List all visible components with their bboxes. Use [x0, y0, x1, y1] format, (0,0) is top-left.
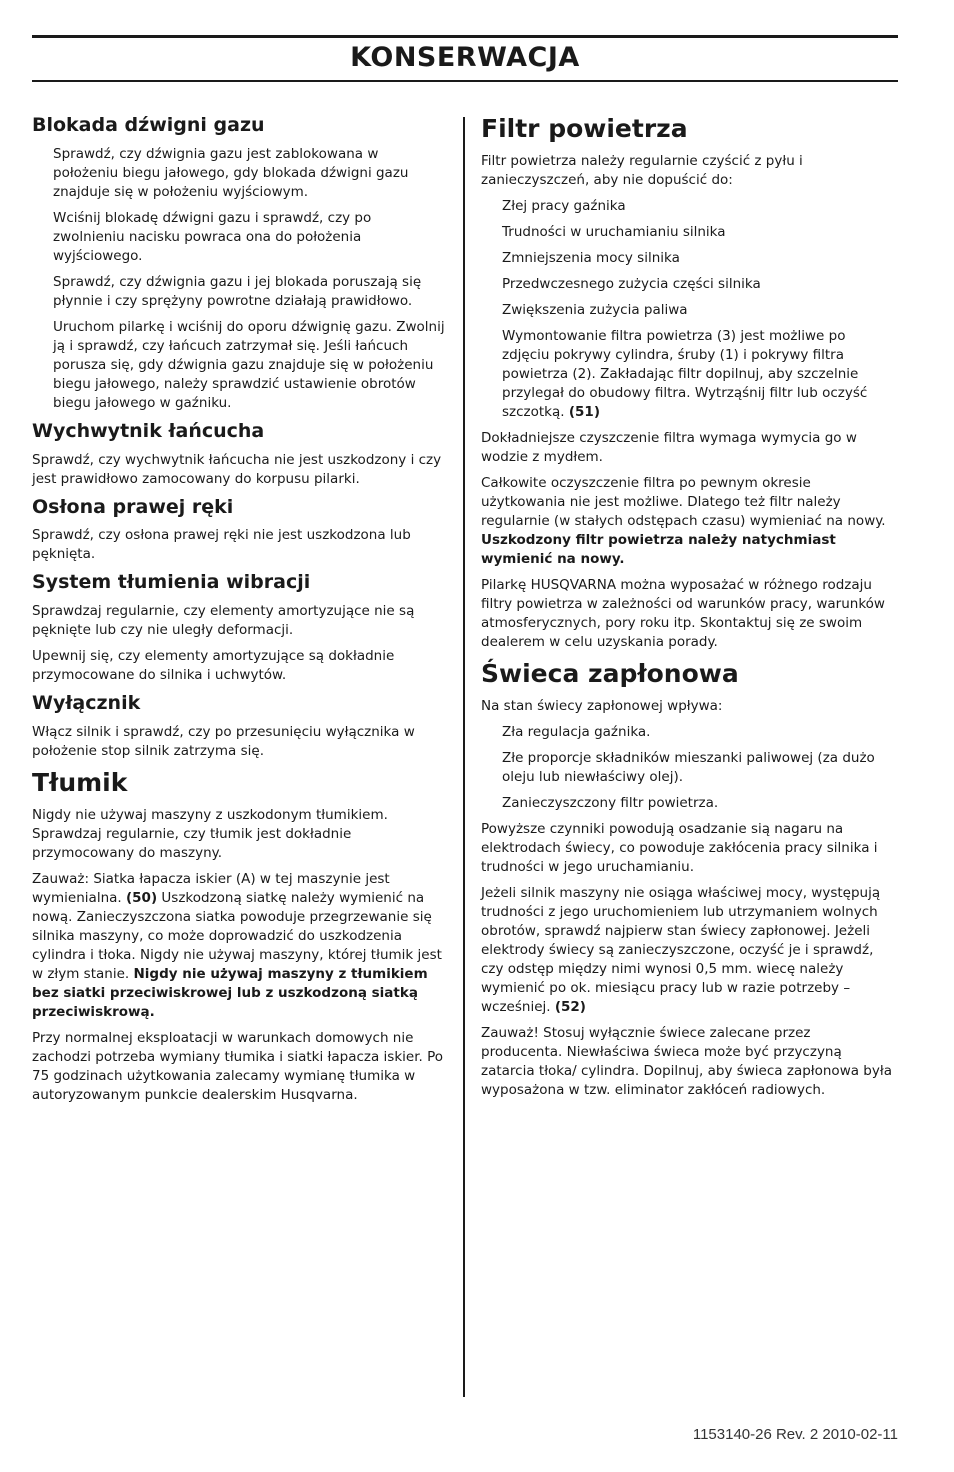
paragraph: Sprawdź, czy osłona prawej ręki nie jest uszkodzona lub pęknięta.: [32, 527, 411, 563]
section-wychwytnik: [32, 420, 446, 489]
section-heading: Wychwytnik łańcucha: [32, 419, 265, 442]
document-id: 1153140-26 Rev. 2 2010-02-11: [692, 1426, 898, 1443]
paragraph: Pilarkę HUSQVARNA można wyposażać w różnego rodzaju filtry powietrza w zależności od warunków pracy, warunków atmosferycznych, pory roku itp. Skontaktuj się ze swoim dealerem w celu uzyskania porady.: [481, 577, 885, 650]
column-divider: [463, 117, 465, 1397]
paragraph: Sprawdź, czy dźwignia gazu i jej blokada poruszają się płynnie i czy sprężyny powrotne działają prawidłowo.: [53, 273, 422, 309]
section-heading: Osłona prawej ręki: [32, 495, 234, 518]
figure-ref: (50): [125, 889, 158, 906]
section-heading: Wyłącznik: [32, 692, 141, 715]
text-span: Jeżeli silnik maszyny nie osiąga właściwej mocy, występują trudności z jego uruchomieniem lub utrzymaniem wolnych obrotów, sprawdź najpierw stan świecy zapłonowej. Jeżeli elektrody świecy są zanieczyszczone, oczyść je i sprawdź, czy odstęp między nimi wynosi 0,5 mm. wiecę należy wymienić po ok. miesiącu pracy lub w razie potrzeby – wcześniej.: [481, 885, 881, 1015]
paragraph: [481, 474, 895, 569]
section-swieca: [481, 659, 895, 1100]
paragraph: Nigdy nie używaj maszyny z uszkodonym tłumikiem. Sprawdzaj regularnie, czy tłumik jest dokładnie przymocowany do maszyny.: [32, 806, 388, 861]
paragraph: Włącz silnik i sprawdź, czy po przesunięciu wyłącznika w położenie stop silnik zatrzyma się.: [32, 723, 415, 759]
section-heading: Blokada dźwigni gazu: [32, 114, 265, 136]
text-span: Wymontowanie filtra powietrza (3) jest możliwe po zdjęciu pokrywy cylindra, śruby (1) i pokrywy filtra powietrza (2). Zakładając filtr dopilnuj, aby szczelnie przylegał do obudowy filtra. Wytrząśnij filtr lub oczyść szczotką.: [502, 328, 868, 420]
section-heading: System tłumienia wibracji: [32, 571, 311, 594]
section-tlumik: [32, 768, 446, 1105]
section-oslona: [32, 496, 446, 565]
section-system: [32, 571, 446, 685]
warning-text: Nigdy nie używaj maszyny z tłumikiem bez siatki przeciwiskrowej lub z uszkodzoną siatką przeciwiskrową.: [32, 965, 428, 1020]
paragraph: [481, 884, 895, 1017]
paragraph: [32, 870, 446, 1022]
paragraph: Zauważ! Stosuj wyłącznie świece zalecane przez producenta. Niewłaściwa świeca może być przyczyną zatarcia tłoka/ cylindra. Dopilnuj, aby świeca zapłonowa była wyposażona w tzw. eliminator zakłóceń radiowych.: [481, 1025, 892, 1098]
paragraph: Upewnij się, czy elementy amortyzujące są dokładnie przymocowane do silnika i uchwytów.: [32, 648, 395, 684]
figure-ref: (52): [554, 999, 586, 1015]
right-column: [481, 108, 895, 1107]
section-blokada: [32, 114, 446, 413]
list-item: Trudności w uruchamianiu silnika: [502, 224, 726, 240]
paragraph: [481, 327, 895, 422]
left-column: [32, 108, 446, 1112]
paragraph: Dokładniejsze czyszczenie filtra wymaga wymycia go w wodzie z mydłem.: [481, 430, 857, 465]
section-filtr: [481, 114, 895, 652]
paragraph: Filtr powietrza należy regularnie czyścić z pyłu i zanieczyszczeń, aby nie dopuścić do:: [481, 153, 803, 188]
paragraph: Wciśnij blokadę dźwigni gazu i sprawdź, czy po zwolnieniu nacisku powraca ona do położenia wyjściowego.: [53, 209, 372, 264]
header-rule-bottom: [32, 80, 898, 82]
header-rule-top: [32, 35, 898, 38]
section-wylacznik: [32, 692, 446, 761]
list-item: Zła regulacja gaźnika.: [502, 724, 651, 740]
section-title: Filtr powietrza: [481, 114, 688, 143]
paragraph: Uruchom pilarkę i wciśnij do oporu dźwignię gazu. Zwolnij ją i sprawdź, czy łańcuch zatrzymał się. Jeśli łańcuch porusza się, gdy dźwignia gazu znajduje się w położeniu biegu jałowego, należy sprawdzić ustawienie obrotów biegu jałowego w gaźniku.: [53, 318, 445, 411]
list-item: Złej pracy gaźnika: [502, 198, 626, 214]
list-item: Zanieczyszczony filtr powietrza.: [502, 795, 719, 811]
list-item: Złe proporcje składników mieszanki paliwowej (za dużo oleju lub niewłaściwy olej).: [502, 750, 875, 785]
paragraph: Sprawdź, czy wychwytnik łańcucha nie jest uszkodzony i czy jest prawidłowo zamocowany do korpusu pilarki.: [32, 451, 442, 487]
section-title: Tłumik: [32, 767, 128, 797]
page-title: KONSERWACJA: [350, 42, 580, 73]
paragraph: Sprawdź, czy dźwignia gazu jest zablokowana w położeniu biegu jałowego, gdy blokada dźwigni gazu znajduje się w położeniu wyjściowym.: [53, 145, 409, 200]
section-title: Świeca zapłonowa: [481, 659, 739, 688]
warning-text: Uszkodzony filtr powietrza należy natychmiast wymienić na nowy.: [481, 532, 836, 567]
list-item: Zmniejszenia mocy silnika: [502, 250, 680, 266]
text-span: Zauważ: Siatka łapacza iskier (A) w tej maszynie jest wymienialna.: [32, 870, 390, 906]
figure-ref: (51): [568, 404, 600, 420]
list-item: Zwiększenia zużycia paliwa: [502, 302, 688, 318]
list-item: Przedwczesnego zużycia części silnika: [502, 276, 761, 292]
paragraph: Powyższe czynniki powodują osadzanie sią nagaru na elektrodach świecy, co powoduje zakłócenia pracy silnika i trudności w jego uruchamianiu.: [481, 821, 878, 875]
paragraph: Na stan świecy zapłonowej wpływa:: [481, 698, 723, 714]
paragraph: Sprawdzaj regularnie, czy elementy amortyzujące nie są pęknięte lub czy nie uległy deformacji.: [32, 603, 415, 639]
text-span: Całkowite oczyszczenie filtra po pewnym okresie użytkowania nie jest możliwe. Dlatego też filtr należy regularnie (w stałych odstępach czasu) wymieniać na nowy.: [481, 475, 886, 529]
paragraph: Przy normalnej eksploatacji w warunkach domowych nie zachodzi potrzeba wymiany tłumika i siatki łapacza iskier. Po 75 godzinach użytkowania zalecamy wymianę tłumika w autoryzowanym punkcie dealerskim Husqvarna.: [32, 1029, 444, 1103]
text-span: Uszkodzoną siatkę należy wymienić na nową. Zanieczyszczona siatka powoduje przegrzewanie się silnika maszyny, co może doprowadzić do uszkodzenia cylindra i tłoka. Nigdy nie używaj maszyny, której tłumik jest w złym stanie.: [32, 889, 442, 982]
